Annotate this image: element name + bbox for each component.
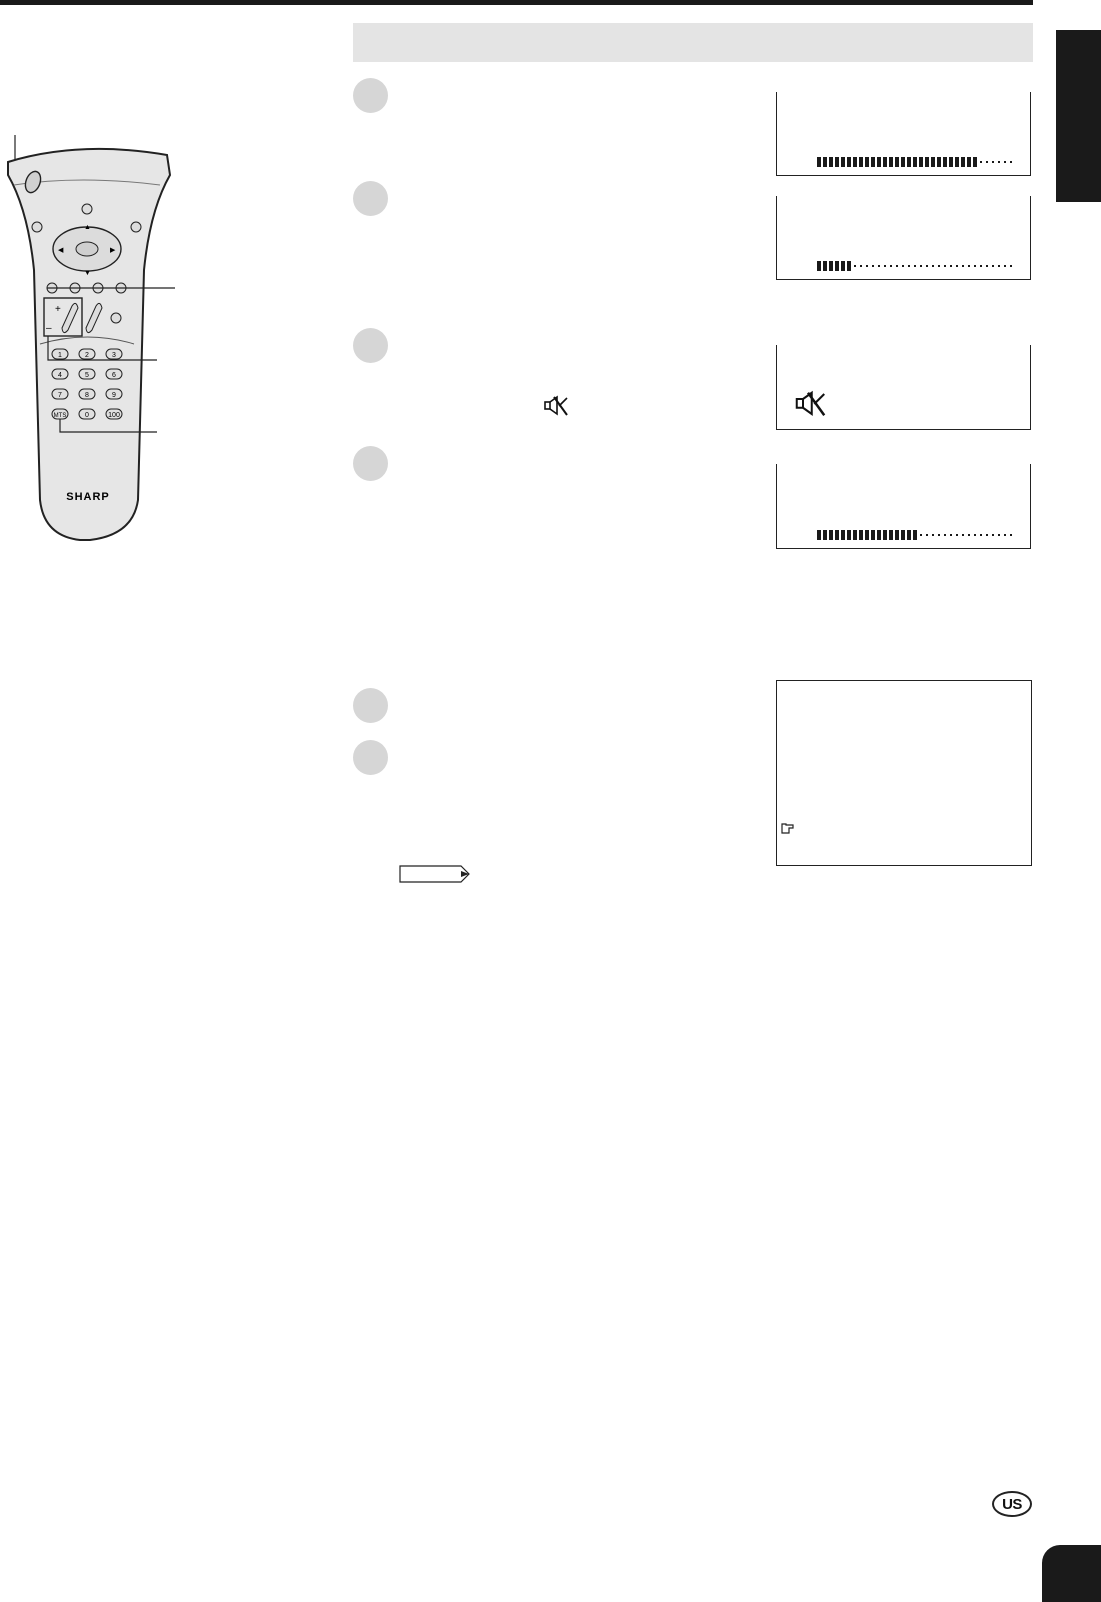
- volume-segment-empty: [920, 534, 922, 536]
- volume-segment-filled: [829, 261, 833, 271]
- volume-segment-empty: [986, 161, 988, 163]
- arrow-tag-icon: [399, 864, 471, 884]
- volume-segment-empty: [866, 265, 868, 267]
- volume-segment-empty: [896, 265, 898, 267]
- volume-segment-empty: [926, 534, 928, 536]
- volume-segment-empty: [938, 534, 940, 536]
- volume-segment-filled: [913, 530, 917, 540]
- volume-segment-filled: [937, 157, 941, 167]
- volume-segment-filled: [817, 157, 821, 167]
- svg-text:▶: ▶: [110, 247, 116, 254]
- volume-segment-empty: [974, 265, 976, 267]
- volume-segment-empty: [962, 265, 964, 267]
- volume-segment-empty: [980, 265, 982, 267]
- volume-segment-empty: [998, 534, 1000, 536]
- volume-segment-empty: [1004, 161, 1006, 163]
- volume-segment-filled: [853, 157, 857, 167]
- step-circle-5: [353, 688, 388, 723]
- svg-text:6: 6: [112, 372, 116, 379]
- volume-segment-filled: [973, 157, 977, 167]
- volume-segment-filled: [847, 530, 851, 540]
- volume-segment-filled: [883, 530, 887, 540]
- mute-icon: [543, 394, 573, 418]
- volume-segment-filled: [913, 157, 917, 167]
- volume-segment-empty: [998, 265, 1000, 267]
- svg-text:5: 5: [85, 372, 89, 379]
- volume-segment-empty: [908, 265, 910, 267]
- step-circle-2: [353, 181, 388, 216]
- volume-segment-empty: [968, 265, 970, 267]
- volume-segment-filled: [823, 157, 827, 167]
- volume-segment-filled: [817, 261, 821, 271]
- volume-segment-filled: [871, 530, 875, 540]
- volume-segment-filled: [895, 530, 899, 540]
- volume-segment-filled: [895, 157, 899, 167]
- remote-control-illustration: [0, 120, 175, 550]
- region-badge: US: [992, 1491, 1032, 1517]
- volume-segment-empty: [980, 161, 982, 163]
- svg-text:9: 9: [112, 392, 116, 399]
- volume-segment-empty: [854, 265, 856, 267]
- volume-segment-filled: [907, 157, 911, 167]
- svg-text:4: 4: [58, 372, 62, 379]
- svg-text:MTS: MTS: [53, 413, 67, 419]
- volume-segment-empty: [890, 265, 892, 267]
- top-rule: [0, 0, 1033, 5]
- svg-text:▲: ▲: [84, 224, 91, 231]
- volume-segment-filled: [847, 157, 851, 167]
- volume-segment-empty: [998, 161, 1000, 163]
- volume-segment-empty: [950, 265, 952, 267]
- volume-segment-empty: [986, 265, 988, 267]
- volume-segment-filled: [859, 530, 863, 540]
- volume-segment-filled: [931, 157, 935, 167]
- volume-segment-empty: [872, 265, 874, 267]
- svg-text:100: 100: [108, 412, 120, 419]
- page-number-tab: [1042, 1545, 1101, 1602]
- volume-segment-filled: [829, 157, 833, 167]
- step-circle-4: [353, 446, 388, 481]
- volume-segment-empty: [1004, 265, 1006, 267]
- svg-text:SHARP: SHARP: [66, 491, 110, 503]
- volume-segment-empty: [956, 534, 958, 536]
- svg-text:–: –: [46, 323, 52, 334]
- volume-segment-filled: [889, 157, 893, 167]
- volume-segment-filled: [835, 157, 839, 167]
- volume-segment-filled: [841, 261, 845, 271]
- volume-segment-empty: [878, 265, 880, 267]
- volume-segment-filled: [871, 157, 875, 167]
- volume-segment-filled: [865, 530, 869, 540]
- volume-segment-filled: [835, 530, 839, 540]
- step-circle-6: [353, 740, 388, 775]
- osd-screen-volume-high: [776, 92, 1031, 176]
- volume-segment-filled: [955, 157, 959, 167]
- volume-segment-empty: [974, 534, 976, 536]
- mute-icon: [793, 389, 833, 419]
- volume-segment-filled: [877, 157, 881, 167]
- volume-segment-empty: [956, 265, 958, 267]
- volume-segment-filled: [961, 157, 965, 167]
- svg-text:7: 7: [58, 392, 62, 399]
- volume-segment-empty: [1010, 534, 1012, 536]
- svg-text:8: 8: [85, 392, 89, 399]
- svg-text:1: 1: [58, 352, 62, 359]
- volume-segment-empty: [992, 534, 994, 536]
- step-circle-3: [353, 328, 388, 363]
- language-side-tab: [1056, 30, 1101, 202]
- volume-segment-empty: [962, 534, 964, 536]
- volume-segment-filled: [817, 530, 821, 540]
- volume-segment-empty: [902, 265, 904, 267]
- volume-segment-empty: [920, 265, 922, 267]
- volume-segment-empty: [1010, 161, 1012, 163]
- volume-bar: [817, 261, 1013, 271]
- osd-screen-mute: [776, 345, 1031, 430]
- volume-segment-filled: [877, 530, 881, 540]
- volume-segment-filled: [949, 157, 953, 167]
- volume-segment-empty: [944, 265, 946, 267]
- volume-segment-empty: [1010, 265, 1012, 267]
- volume-segment-filled: [859, 157, 863, 167]
- osd-screen-volume-mid: [776, 464, 1031, 549]
- volume-segment-empty: [944, 534, 946, 536]
- volume-segment-filled: [925, 157, 929, 167]
- volume-segment-empty: [992, 161, 994, 163]
- volume-segment-empty: [980, 534, 982, 536]
- svg-text:2: 2: [85, 352, 89, 359]
- volume-segment-empty: [986, 534, 988, 536]
- step-circle-1: [353, 78, 388, 113]
- volume-segment-empty: [926, 265, 928, 267]
- volume-segment-empty: [932, 265, 934, 267]
- volume-segment-filled: [943, 157, 947, 167]
- section-header-bar: [353, 23, 1033, 62]
- volume-segment-empty: [1004, 534, 1006, 536]
- volume-segment-filled: [847, 261, 851, 271]
- volume-segment-filled: [889, 530, 893, 540]
- volume-bar: [817, 530, 1013, 540]
- volume-segment-empty: [968, 534, 970, 536]
- osd-screen-menu: [776, 680, 1032, 866]
- volume-segment-filled: [883, 157, 887, 167]
- volume-segment-filled: [823, 530, 827, 540]
- volume-segment-empty: [884, 265, 886, 267]
- volume-segment-filled: [907, 530, 911, 540]
- volume-segment-filled: [835, 261, 839, 271]
- volume-bar: [817, 157, 1013, 167]
- volume-segment-filled: [967, 157, 971, 167]
- svg-text:▼: ▼: [84, 270, 91, 277]
- svg-text:3: 3: [112, 352, 116, 359]
- volume-segment-filled: [853, 530, 857, 540]
- volume-segment-empty: [992, 265, 994, 267]
- volume-segment-filled: [901, 157, 905, 167]
- volume-segment-filled: [823, 261, 827, 271]
- volume-segment-empty: [860, 265, 862, 267]
- volume-segment-filled: [829, 530, 833, 540]
- volume-segment-empty: [938, 265, 940, 267]
- svg-text:◀: ◀: [58, 247, 64, 254]
- note-pointer-icon: [780, 821, 796, 835]
- volume-segment-filled: [865, 157, 869, 167]
- svg-text:0: 0: [85, 412, 89, 419]
- volume-segment-empty: [950, 534, 952, 536]
- volume-segment-filled: [901, 530, 905, 540]
- volume-segment-filled: [841, 157, 845, 167]
- osd-screen-volume-low: [776, 196, 1031, 280]
- volume-segment-filled: [841, 530, 845, 540]
- volume-segment-empty: [932, 534, 934, 536]
- volume-segment-filled: [919, 157, 923, 167]
- svg-text:+: +: [55, 304, 61, 315]
- volume-segment-empty: [914, 265, 916, 267]
